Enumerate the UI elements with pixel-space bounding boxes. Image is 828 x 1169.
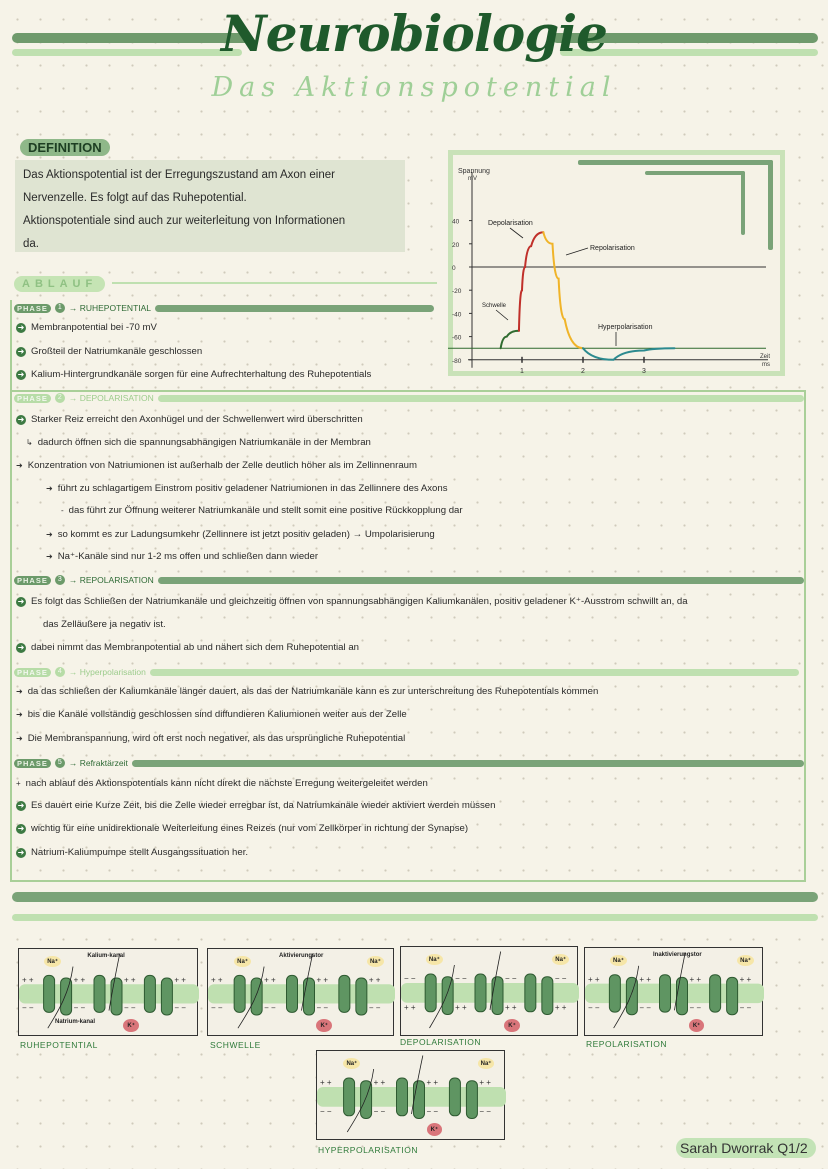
phase-line [16, 778, 428, 789]
phase-header-bar [158, 577, 804, 584]
phase-line-text: Konzentration von Natriumionen ist außerhalb der Zelle deutlich höher als im Zellinnenraum [27, 460, 417, 471]
ablauf-label: ABLAUF [14, 276, 105, 292]
charge-bottom: − − [373, 1107, 386, 1116]
membrane-diagram-ruhepotential [18, 948, 198, 1036]
charge-top: + + [479, 1078, 491, 1088]
phase-line [16, 414, 363, 425]
bullet-arrow-icon: ➜ [16, 460, 23, 470]
phase-word: PHASE [14, 576, 51, 585]
bullet-arrow-icon: ➜ [17, 369, 25, 379]
bullet-arrow-icon: ➜ [46, 483, 53, 493]
sodium-ion-icon: Na⁺ [737, 955, 754, 966]
charge-top: + + [368, 975, 381, 985]
bullet-arrow-icon: ➜ [17, 414, 25, 424]
bullet-arrow-icon: - [61, 505, 64, 515]
potassium-ion-icon: K⁺ [689, 1019, 705, 1032]
charge-bottom: − − [316, 1003, 329, 1013]
charge-top: + + [73, 975, 86, 985]
phase-line [16, 346, 202, 357]
annotation-schwelle: Schwelle [482, 303, 507, 309]
series-ruhepotential [501, 331, 519, 348]
bullet-arrow-icon: ↳ [26, 437, 33, 447]
charge-bottom: − − [211, 1003, 223, 1013]
diagram-annotation: Aktivierungstor [279, 953, 324, 960]
charge-bottom: + + [554, 1003, 567, 1012]
charge-top: + + [211, 975, 223, 985]
phase-header-bar [155, 305, 434, 312]
y-axis-unit: mV [468, 176, 477, 182]
phase-line-text: Es dauert eine Kurze Zeit, bis die Zelle wieder erregbar ist, da Natriumkanäle wieder aktiviert werden müssen [31, 800, 496, 811]
phase-line [46, 529, 435, 540]
potassium-ion-icon: K⁺ [316, 1019, 332, 1032]
charge-bottom: + + [505, 1003, 517, 1012]
definition-line: Das Aktionspotential ist der Erregungszustand am Axon einer [23, 169, 335, 181]
charge-top: + + [373, 1078, 386, 1088]
phase-line-text: bis die Kanäle vollständig geschlossen sind diffundieren Kaliumionen weiter aus der Zelle [27, 709, 407, 720]
phase-number: 2 [55, 393, 65, 403]
phase-header-5 [14, 758, 804, 768]
potassium-ion-icon: K⁺ [427, 1123, 443, 1136]
y-tick-label: -60 [452, 334, 462, 342]
sodium-ion-icon: Na⁺ [478, 1058, 495, 1069]
charge-top: + + [22, 975, 34, 985]
divider-light [12, 914, 818, 921]
series-repolarisation [543, 232, 583, 348]
bullet-arrow-icon: ➜ [16, 733, 23, 743]
phase-line-text: Die Membranspannung, wird oft erst noch negativer, als das ursprüngliche Ruhepotential [27, 733, 406, 744]
membrane-diagram-hyperpolarisation [316, 1050, 505, 1140]
phase-word: PHASE [14, 668, 51, 677]
charge-bottom: + + [404, 1003, 416, 1012]
charge-bottom: − − [368, 1003, 381, 1013]
phase-line [28, 619, 166, 630]
phase-line-text: das führt zur Öffnung weiterer Natriumkanäle und stellt somit eine positive Rückkopplung dar [68, 505, 463, 516]
bullet-arrow-icon: ➜ [17, 823, 25, 833]
phase-word: PHASE [14, 304, 51, 313]
charge-bottom: + + [455, 1003, 467, 1012]
phase-line [16, 686, 598, 697]
bullet-arrow-icon: ➜ [17, 322, 25, 332]
phase-line-text: dadurch öffnen sich die spannungsabhängigen Natriumkanäle in der Membran [37, 437, 371, 448]
diagram-label: RUHEPOTENTIAL [20, 1040, 98, 1050]
charge-bottom: − − [22, 1003, 34, 1013]
phase-header-4 [14, 667, 799, 677]
y-tick-label: 0 [452, 265, 456, 272]
x-tick-label: 1 [520, 367, 524, 375]
phase-line-text: nach ablauf des Aktionspotentials kann nicht direkt die nächste Erregung weitergeleitet werden [25, 778, 428, 789]
potassium-ion-icon: K⁺ [123, 1019, 139, 1032]
charge-bottom: − − [479, 1107, 491, 1116]
phase-line [16, 460, 417, 471]
charge-bottom: − − [320, 1107, 332, 1116]
bullet-arrow-icon: ➜ [16, 686, 23, 696]
phase-line-text: wichtig für eine unidirektionale Weiterleitung eines Reizes (nur vom Zellkörper in richtung der Synapse) [31, 823, 469, 834]
phase-header-bar [132, 760, 804, 767]
charge-bottom: − − [264, 1003, 276, 1013]
diagram-label: HYPERPOLARISATION [318, 1145, 418, 1155]
charge-bottom: − − [689, 1003, 702, 1013]
charge-top: + + [316, 975, 329, 985]
y-tick-label: -20 [452, 288, 462, 296]
sodium-ion-icon: Na⁺ [552, 954, 569, 965]
membrane-diagram-depolarisation [400, 946, 578, 1036]
charge-top: + + [739, 974, 752, 984]
charge-top: + + [320, 1078, 332, 1088]
phase-line [16, 596, 688, 607]
phase-number: 1 [55, 303, 65, 313]
diagram-label: SCHWELLE [210, 1040, 261, 1050]
phase-line-text: Großteil der Natriumkanäle geschlossen [31, 346, 203, 357]
charge-top: − − [404, 974, 416, 984]
divider-dark [12, 892, 818, 902]
chart-deco-bar [741, 171, 745, 235]
chart-deco-bar [768, 160, 773, 250]
definition-line: Aktionspotentiale sind auch zur weiterleitung von Informationen [23, 215, 346, 227]
charge-top: − − [455, 974, 467, 984]
charge-bottom: − − [73, 1003, 86, 1013]
phase-header-3 [14, 575, 804, 585]
bullet-arrow-icon: + [16, 778, 21, 788]
x-tick-label: 2 [581, 367, 585, 375]
phase-number: 3 [55, 575, 65, 585]
action-potential-chart [448, 150, 785, 376]
y-tick-label: 40 [452, 218, 460, 226]
series-hyperpolarisation [583, 348, 675, 360]
definition-box [15, 160, 405, 252]
phase-number: 5 [55, 758, 65, 768]
phase-line [26, 437, 371, 448]
phase-line [61, 505, 463, 516]
charge-top: + + [639, 974, 651, 984]
charge-bottom: − − [739, 1003, 752, 1013]
phase-line [46, 551, 318, 562]
charge-bottom: − − [426, 1107, 439, 1116]
charge-bottom: − − [174, 1003, 186, 1013]
annotation-depolarisation: Depolarisation [488, 220, 533, 227]
bullet-arrow-icon: ➜ [46, 529, 53, 539]
membrane-diagram-repolarisation [584, 947, 763, 1036]
bullet-arrow-icon: ➜ [17, 642, 25, 652]
phase-line [16, 800, 495, 811]
phase-line-text: so kommt es zur Ladungsumkehr (Zellinnere ist jetzt positiv geladen) → Umpolarisierung [57, 529, 435, 540]
charge-bottom: − − [639, 1003, 651, 1013]
charge-top: − − [505, 974, 517, 984]
definition-label: DEFINITION [20, 139, 110, 156]
phase-line [16, 733, 405, 744]
chart-deco-bar [578, 160, 773, 165]
annotation-leader [566, 248, 588, 255]
phase-line-text: Es folgt das Schließen der Natriumkanäle und gleichzeitig öffnen von spannungsabhängigen Kaliumkanälen, positiv geladener K⁺-Ausstrom schwillt an, da [31, 596, 688, 607]
phase-line [16, 847, 248, 858]
phase-header-1 [14, 303, 434, 313]
y-tick-label: 20 [452, 241, 460, 249]
phase-header-2 [14, 393, 804, 403]
phase-line [46, 483, 448, 494]
phase-line-text: führt zu schlagartigem Einstrom positiv geladener Natriumionen in das Zellinnere des Axons [57, 483, 448, 494]
phase-line-text: das Zelläußere ja negativ ist. [43, 619, 166, 630]
diagram-annotation: Natrium-kanal [55, 1019, 96, 1026]
definition-line: Nervenzelle. Es folgt auf das Ruhepotential. [23, 192, 247, 204]
charge-bottom: − − [124, 1003, 136, 1013]
sodium-ion-icon: Na⁺ [426, 954, 443, 965]
phase-line-text: Membranpotential bei -70 mV [31, 322, 157, 333]
membrane-diagram-schwelle [207, 948, 394, 1036]
phase-number: 4 [55, 667, 65, 677]
charge-top: + + [264, 975, 276, 985]
series-depolarisation [519, 232, 543, 331]
bullet-arrow-icon: ➜ [17, 800, 25, 810]
phase-line-text: Na⁺-Kanäle sind nur 1-2 ms offen und schließen dann wieder [57, 551, 319, 562]
charge-top: + + [689, 974, 702, 984]
phase-word: PHASE [14, 394, 51, 403]
signature: Sarah Dworrak Q1/2 [676, 1138, 816, 1158]
diagram-label: DEPOLARISATION [400, 1037, 481, 1047]
sodium-ion-icon: Na⁺ [343, 1058, 360, 1069]
phase-title: → RUHEPOTENTIAL [68, 303, 152, 313]
diagram-label: REPOLARISATION [586, 1039, 667, 1049]
x-axis-unit: ms [762, 361, 770, 368]
phase-line-text: dabei nimmt das Membranpotential ab und nähert sich dem Ruhepotential an [31, 642, 359, 653]
charge-top: + + [174, 975, 186, 985]
phase-line [16, 322, 157, 333]
phase-line [16, 369, 371, 380]
bullet-arrow-icon: ➜ [17, 847, 25, 857]
sodium-ion-icon: Na⁺ [234, 956, 251, 967]
x-tick-label: 3 [642, 367, 646, 375]
phase-line-text: Starker Reiz erreicht den Axonhügel und der Schwellenwert wird überschritten [31, 414, 363, 425]
phase-header-bar [158, 395, 804, 402]
y-axis-label: Spannung [458, 168, 490, 175]
x-axis-label: Zeit [760, 353, 771, 360]
bullet-arrow-icon: ➜ [16, 709, 23, 719]
phase-header-bar [150, 669, 799, 676]
phase-line [16, 642, 359, 653]
bullet-arrow-icon: ➜ [17, 346, 25, 356]
phase-title: → Refraktärzeit [68, 758, 128, 768]
charge-top: − − [554, 974, 567, 984]
phase-title: → DEPOLARISATION [68, 393, 154, 403]
charge-top: + + [124, 975, 136, 985]
charge-top: + + [588, 974, 600, 984]
definition-line: da. [23, 238, 39, 250]
diagram-annotation: Inaktivierungstor [653, 952, 702, 959]
bullet-arrow-icon: ➜ [17, 596, 25, 606]
phase-line [16, 709, 407, 720]
sodium-ion-icon: Na⁺ [610, 955, 627, 966]
phase-title: → Hyperpolarisation [68, 667, 146, 677]
sodium-ion-icon: Na⁺ [44, 956, 61, 967]
chart-deco-bar [645, 171, 745, 175]
charge-top: + + [426, 1078, 439, 1088]
annotation-hyperpolarisation: Hyperpolarisation [598, 324, 653, 331]
annotation-repolarisation: Repolarisation [590, 245, 635, 252]
phase-line [16, 823, 468, 834]
phase-line-text: da das schließen der Kaliumkanäle länger dauert, als das der Natriumkanäle kann es zur unterschreitung des Ruhepotentials kommen [27, 686, 599, 697]
charge-bottom: − − [588, 1003, 600, 1013]
bullet-arrow-icon: ➜ [46, 551, 53, 561]
potassium-ion-icon: K⁺ [504, 1019, 520, 1032]
page-title: Neurobiologie [221, 4, 607, 63]
page-subtitle: Das Aktionspotential [211, 72, 617, 103]
annotation-leader [510, 228, 523, 238]
phase-title: → REPOLARISATION [68, 575, 154, 585]
annotation-leader [496, 310, 508, 320]
phase-line-text: Kalium-Hintergrundkanäle sorgen für eine Aufrechterhaltung des Ruhepotentials [31, 369, 372, 380]
y-tick-label: -80 [452, 357, 462, 365]
ablauf-connector [112, 282, 437, 284]
diagram-annotation: Kalium-kanal [87, 953, 125, 960]
y-tick-label: -40 [452, 311, 462, 319]
phase-word: PHASE [14, 759, 51, 768]
sodium-ion-icon: Na⁺ [367, 956, 384, 967]
phase-line-text: Natrium-Kaliumpumpe stellt Ausgangssituation her. [31, 847, 249, 858]
